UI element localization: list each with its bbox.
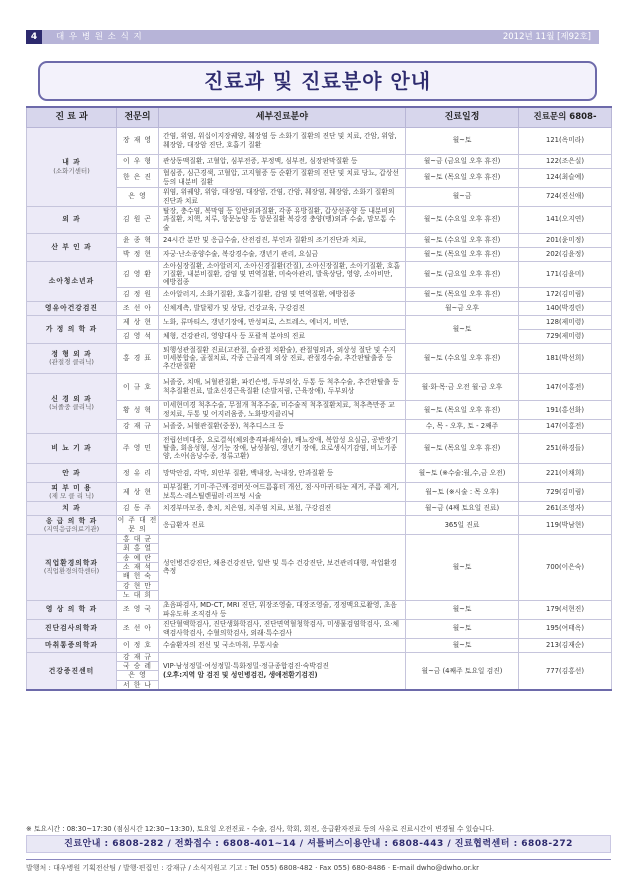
contact-extension: 729(제미령) — [519, 329, 612, 343]
specialty-text: 뇌졸중, 뇌혈관질환(중풍), 척추디스크 등 — [163, 422, 285, 431]
doctor-name: 홍 경 표 — [117, 343, 159, 373]
specialty-text: 체형, 건강관리, 영양대사 등 포괄적 분야의 진료 — [163, 332, 306, 341]
schedule: 월~토 (목요일 오후 휴진) — [406, 433, 519, 463]
specialty-field — [159, 515, 406, 534]
doctor-name: 강 현 만 — [117, 581, 159, 590]
department-name — [27, 463, 117, 482]
schedule: 월~금 (4째주 토요일 검진) — [406, 652, 519, 690]
contact-extension: 147(이홍전) — [519, 373, 612, 400]
contact-extension: 141(오지연) — [519, 206, 612, 233]
specialty-field — [159, 534, 406, 600]
specialty-text: 미세현미경 척추수술, 무절개 척추수술, 비수술적 척추질환치료, 척추측만증 교정치료, 두통 및 어지러움증, 노화방지클리닉 — [163, 401, 395, 418]
department-name — [27, 373, 117, 433]
table-row — [27, 652, 612, 661]
doctor-name: 강 재 규 — [117, 419, 159, 433]
specialty-field — [159, 600, 406, 619]
department-label: 산 부 인 과 — [51, 242, 92, 251]
department-name — [27, 233, 117, 261]
specialty-field — [159, 419, 406, 433]
department-subtitle: (직업환경의학센터) — [43, 567, 100, 576]
table-row — [27, 600, 612, 619]
schedule: 365일 진료 — [406, 515, 519, 534]
specialty-field — [159, 652, 406, 690]
specialty-text: 자궁·난소종양수술, 복강경수술, 갱년기 관리, 요실금 — [163, 249, 319, 258]
specialty-text: 신체계측, 발달평가 및 상담, 건강교육, 구강검진 — [163, 304, 306, 313]
specialty-field — [159, 638, 406, 652]
specialty-text: 성인병건강진단, 채용건강진단, 일반 및 특수 건강진단, 보건관리대행, 작업환경측정 — [163, 558, 397, 576]
specialty-field — [159, 187, 406, 206]
doctor-name: 송 예 란 — [117, 553, 159, 562]
department-subtitle: (지역응급의료기관) — [43, 524, 100, 533]
department-subtitle: (소화기센터) — [53, 166, 90, 175]
doctor-name: 조 선 아 — [117, 619, 159, 638]
table-row — [27, 501, 612, 515]
specialty-field — [159, 400, 406, 419]
contact-extension: 213(김재순) — [519, 638, 612, 652]
contact-extension: 124(최슬예) — [519, 168, 612, 187]
department-subtitle: (관절경 클리닉) — [49, 358, 94, 367]
specialty-field — [159, 433, 406, 463]
doctor-name: 노 대 희 — [117, 591, 159, 600]
specialty-note: (오후:지역 암 검진 및 성인병검진, 생애전환기검진) — [163, 670, 318, 679]
department-name — [27, 343, 117, 373]
contact-extension: 171(김윤미) — [519, 261, 612, 287]
contact-extension: 195(여태옥) — [519, 619, 612, 638]
specialty-field — [159, 154, 406, 168]
department-name — [27, 261, 117, 301]
department-name — [27, 206, 117, 233]
schedule: 월~금 오후 — [406, 301, 519, 315]
publication-name: 대 우 병 원 소 식 지 — [56, 32, 143, 42]
doctor-name: 김 동 주 — [117, 501, 159, 515]
doctor-name: 은 영 — [117, 671, 159, 680]
specialty-text: 위염, 위궤양, 위암, 대장염, 대장암, 간염, 간암, 췌장염, 췌장암, 소화기 질환의 진단과 치료 — [163, 188, 395, 205]
doctor-name: 황 성 혁 — [117, 400, 159, 419]
doctor-name: 소 재 석 — [117, 562, 159, 571]
contact-extension: 201(윤미정) — [519, 233, 612, 247]
schedule: 월~금 — [406, 187, 519, 206]
table-row — [27, 433, 612, 463]
issue-label: 2012년 11월 [제92호] — [502, 32, 591, 42]
doctor-name: 배 헌 숙 — [117, 572, 159, 581]
contact-extension: 121(옥미라) — [519, 127, 612, 154]
table-row — [27, 301, 612, 315]
specialty-text: 피부질환, 기미·주근깨·검버섯·여드름흉터 개선, 점·사마귀·티눈 제거, 주름 제거, 보톡스·레스틸렌필러·리프팅 시술 — [163, 483, 399, 500]
department-name — [27, 315, 117, 343]
table-row — [27, 482, 612, 501]
doctor-name: 강 재 규 — [117, 652, 159, 661]
contact-extension: 179(서현진) — [519, 600, 612, 619]
schedule: 월~토 (수요일 오후 휴진) — [406, 206, 519, 233]
specialty-text: 망막안검, 각막, 외안부 질환, 백내장, 녹내장, 안과질환 등 — [163, 468, 334, 477]
specialty-text: 소아알러지, 소화기질환, 호흡기질환, 감염 및 면역질환, 예방접종 — [163, 290, 356, 299]
page-number: 4 — [26, 30, 42, 44]
department-label: 안 과 — [62, 468, 81, 477]
table-header-row — [27, 107, 612, 127]
hours-footnote: ※ 토요시간 : 08:30~17:30 (점심시간 12:30~13:30), 토요일 오전진료 - 수술, 검사, 학회, 회진, 응급환자진료 등의 사유로 진료시간이 변경될 수 있습니다. — [26, 825, 495, 833]
doctor-name: 제 상 현 — [117, 315, 159, 329]
schedule: 월~토 (※시술 : 목 오후) — [406, 482, 519, 501]
department-name — [27, 638, 117, 652]
doctor-name: 조 선 아 — [117, 301, 159, 315]
department-label: 정 형 외 과 — [51, 350, 92, 359]
specialty-field — [159, 206, 406, 233]
doctor-name: 제 상 현 — [117, 482, 159, 501]
col-dept: 진 료 과 — [27, 107, 117, 127]
department-label: 건강증진센터 — [48, 666, 95, 675]
schedule: 월~토 — [406, 127, 519, 154]
contact-extension: 202(김윤정) — [519, 247, 612, 261]
department-label: 외 과 — [62, 215, 81, 224]
contact-extension: 147(이홍전) — [519, 419, 612, 433]
doctor-name: 주 영 민 — [117, 433, 159, 463]
table-row — [27, 534, 612, 543]
specialty-field — [159, 301, 406, 315]
department-name — [27, 534, 117, 600]
doctor-name: 장 재 영 — [117, 127, 159, 154]
specialty-field — [159, 247, 406, 261]
schedule: 월~금 (금요일 오후 휴진) — [406, 154, 519, 168]
specialty-field — [159, 463, 406, 482]
department-label: 마취통증의학과 — [45, 640, 98, 649]
contact-extension: 122(조은실) — [519, 154, 612, 168]
specialty-text: 치경부마모증, 충치, 치은염, 치주염 치료, 보철, 구강검진 — [163, 504, 332, 513]
department-name — [27, 652, 117, 690]
specialty-field — [159, 482, 406, 501]
schedule: 수, 목 - 오후, 토 - 2째주 — [406, 419, 519, 433]
department-label: 소아청소년과 — [48, 276, 95, 285]
specialty-field — [159, 261, 406, 287]
specialty-text: 노화, 류마티스, 갱년기장애, 만성피로, 스트레스, 에너지, 비만, — [163, 318, 349, 327]
table-row — [27, 373, 612, 400]
department-label: 가 정 의 학 과 — [45, 325, 98, 334]
specialty-field — [159, 287, 406, 301]
department-name — [27, 127, 117, 206]
department-name — [27, 482, 117, 501]
specialty-field — [159, 501, 406, 515]
doctor-name: 이 규 호 — [117, 373, 159, 400]
doctor-name: 이 정 호 — [117, 638, 159, 652]
table-row — [27, 233, 612, 247]
contact-extension: 724(진신애) — [519, 187, 612, 206]
department-label: 영 상 의 학 과 — [45, 605, 98, 614]
schedule: 월~토 — [406, 600, 519, 619]
specialty-field — [159, 343, 406, 373]
department-schedule-table — [26, 106, 612, 691]
doctor-name: 최 홍 열 — [117, 544, 159, 553]
table-row — [27, 515, 612, 534]
contact-extension: 128(제미령) — [519, 315, 612, 329]
specialty-text: 소아심장질환, 소아알러지, 소아신경질환(간질), 소아신장질환, 소아기질환, 호흡기질환, 내분비질환, 감염 및 면역질환, 미숙아관리, 발육상담, 영양, 소아비만, 예방접종 — [163, 261, 401, 287]
schedule: 월~토 — [406, 315, 519, 343]
schedule: 월~금 (4째 토요일 진료) — [406, 501, 519, 515]
table-row — [27, 315, 612, 329]
specialty-text: VIP·남성정밀·여성정밀·특화정밀·정규종합검진·숙박검진 — [163, 662, 330, 671]
table-row — [27, 463, 612, 482]
specialty-field — [159, 329, 406, 343]
contact-extension: 172(김미림) — [519, 287, 612, 301]
specialty-text: 응급환자 진료 — [163, 520, 205, 529]
department-label: 영유아건강검진 — [45, 304, 98, 313]
specialty-text: 간염, 위염, 위십이지장궤양, 췌장염 등 소화기 질환의 진단 및 치료, 간암, 위암, 췌장암, 대장암 진단, 호흡기 질환 — [163, 132, 397, 149]
doctor-name: 정 유 리 — [117, 463, 159, 482]
title-box — [38, 61, 597, 101]
schedule: 월~토 — [406, 534, 519, 600]
doctor-name: 이 우 형 — [117, 154, 159, 168]
doctor-name: 한 은 진 — [117, 168, 159, 187]
specialty-text: 초음파검사, MD-CT, MRI 진단, 위장조영술, 대장조영술, 경정맥요로촬영, 초음파유도하 조직검사 등 — [163, 601, 397, 618]
department-name — [27, 619, 117, 638]
department-name — [27, 501, 117, 515]
department-label: 직업환경의학과 — [45, 558, 98, 567]
department-name — [27, 433, 117, 463]
col-schedule: 진료일정 — [406, 107, 519, 127]
contact-extension: 140(박경린) — [519, 301, 612, 315]
doctor-name: 김 영 석 — [117, 329, 159, 343]
specialty-field — [159, 315, 406, 329]
doctor-name: 박 정 현 — [117, 247, 159, 261]
table-row — [27, 619, 612, 638]
department-label: 응 급 의 학 과 — [45, 516, 98, 525]
specialty-field — [159, 233, 406, 247]
specialty-text: 협심증, 심근경색, 고혈압, 고지혈증 등 순환기 질환의 진단 및 치료 당뇨, 갑상선 등의 내분비 질환 — [163, 169, 399, 186]
table-row — [27, 206, 612, 233]
specialty-field — [159, 127, 406, 154]
table-row — [27, 261, 612, 287]
doctor-name: 은 영 — [117, 187, 159, 206]
specialty-text: 탈장, 충수염, 복막염 등 일반외과질환, 각종 유방질환, 갑상선종양 등 내분비외과질환, 치핵, 치루, 항문농양 등 항문질환 복강경 충양(맹)외과 수술, 맘모톰 수술 — [163, 206, 396, 232]
doctor-name: 이 주 대 전 문 의 — [117, 516, 158, 533]
contact-extension: 777(김홍선) — [519, 652, 612, 690]
department-subtitle: (제 모 클 리 닉) — [49, 491, 94, 500]
doctor-name: 김 원 곤 — [117, 206, 159, 233]
department-label: 진단검사의학과 — [45, 624, 98, 633]
doctor-name: 조 영 국 — [117, 600, 159, 619]
department-name — [27, 600, 117, 619]
department-label: 신 경 외 과 — [51, 395, 92, 404]
schedule: 월~토 (목요일 오후 휴진) — [406, 247, 519, 261]
schedule: 월~토 (목요일 오후 휴진) — [406, 400, 519, 419]
schedule: 월~토 (수요일 오후 휴진) — [406, 343, 519, 373]
schedule: 월~토 (※수술:월,수,금 오전) — [406, 463, 519, 482]
table-body — [27, 127, 612, 690]
schedule: 월~토 — [406, 638, 519, 652]
contact-hotline-bar: 진료안내 : 6808-282 / 전화접수 : 6808-401~14 / 셔틀버스이용안내 : 6808-443 / 진료협력센터 : 6808-272 — [26, 835, 611, 853]
department-subtitle: (뇌졸중 클리닉) — [49, 403, 94, 412]
specialty-text: 관상동맥질환, 고혈압, 심부전증, 부정맥, 심부전, 심장판막질환 등 — [163, 156, 358, 165]
publisher-info: 발행처 : 대우병원 기획전산팀 / 발행·편집인 : 강재규 / 소식지원고 기고 : Tel 055) 6808-482 · Fax 055) 680-8486 · E-mail dwho@dwho.or.kr — [26, 859, 611, 873]
schedule: 월~토 (목요일 오후 휴진) — [406, 168, 519, 187]
doctor-name: 국 승 레 — [117, 661, 159, 670]
department-label: 치 과 — [62, 504, 81, 513]
table-row — [27, 127, 612, 154]
contact-extension: 729(김미림) — [519, 482, 612, 501]
specialty-field — [159, 168, 406, 187]
contact-extension: 700(이은숙) — [519, 534, 612, 600]
schedule: 월~토 (수요일 오후 휴진) — [406, 233, 519, 247]
table-row — [27, 638, 612, 652]
table-row — [27, 343, 612, 373]
contact-extension: 191(홍선화) — [519, 400, 612, 419]
specialty-text: 퇴행성관절질환 진료(고관절, 슬관절 치환술), 관절염외과, 외상성 절단 및 수지미세봉합술, 골절치료, 각종 근골격계 외상 진료, 관절경수술, 추간판탈출증 등 추간판질환 — [163, 345, 396, 371]
specialty-text: 24시간 분만 및 응급수술, 산전검진, 부인과 질환의 조기진단과 치료, — [163, 235, 367, 244]
page-title: 진료과 및 진료분야 안내 — [203, 69, 432, 93]
department-name — [27, 515, 117, 534]
doctor-name: 김 영 환 — [117, 261, 159, 287]
specialty-text: 뇌졸중, 치매, 뇌혈관질환, 파킨슨병, 두부외상, 두통 등 척추수술, 추간판탈출 등 척추질환진료, 말초신경근육질환 (손발저림, 근육장애), 두부외상 — [163, 378, 399, 395]
col-doctor: 전문의 — [117, 107, 159, 127]
doctor-name: 윤 종 혁 — [117, 233, 159, 247]
doctor-name: 홍 대 균 — [117, 534, 159, 543]
col-field: 세부진료분야 — [159, 107, 406, 127]
contact-extension: 181(박선희) — [519, 343, 612, 373]
schedule: 월~토 — [406, 619, 519, 638]
department-label: 내 과 — [62, 158, 81, 167]
specialty-text: 전립선비대증, 요로결석(체외충격파쇄석술), 배뇨장애, 복압성 요실금, 공반장기 탈출, 회음성형, 성기능 장애, 남성불임, 갱년기 장애, 요로생식기감염, 비뇨기종양, 소아(음낭수종, 정류고환) — [163, 435, 398, 461]
department-name — [27, 301, 117, 315]
contact-extension: 261(조영자) — [519, 501, 612, 515]
schedule: 월~토 (목요일 오후 휴진) — [406, 287, 519, 301]
schedule: 월·화·목·금 오전 월·금 오후 — [406, 373, 519, 400]
doctor-name: 서 한 나 — [117, 680, 159, 690]
contact-extension: 251(하경들) — [519, 433, 612, 463]
doctor-name: 김 정 원 — [117, 287, 159, 301]
department-label: 피 부 미 용 — [51, 483, 92, 492]
specialty-text: 진단혈액학검사, 진단생화학검사, 진단면역혈청학검사, 미생물검염학검사, 요·체액검사학검사, 수혈의학검사, 외래·특수검사 — [163, 620, 400, 637]
col-contact: 진료문의 6808- — [519, 107, 612, 127]
department-label: 비 뇨 기 과 — [51, 444, 92, 453]
specialty-field — [159, 619, 406, 638]
contact-extension: 119(박남현) — [519, 515, 612, 534]
contact-extension: 221(이채희) — [519, 463, 612, 482]
schedule: 월~토 (금요일 오후 휴진) — [406, 261, 519, 287]
specialty-text: 수술환자의 전신 및 국소마취, 무통시술 — [163, 640, 279, 649]
page-header-bar — [26, 30, 599, 44]
specialty-field — [159, 373, 406, 400]
